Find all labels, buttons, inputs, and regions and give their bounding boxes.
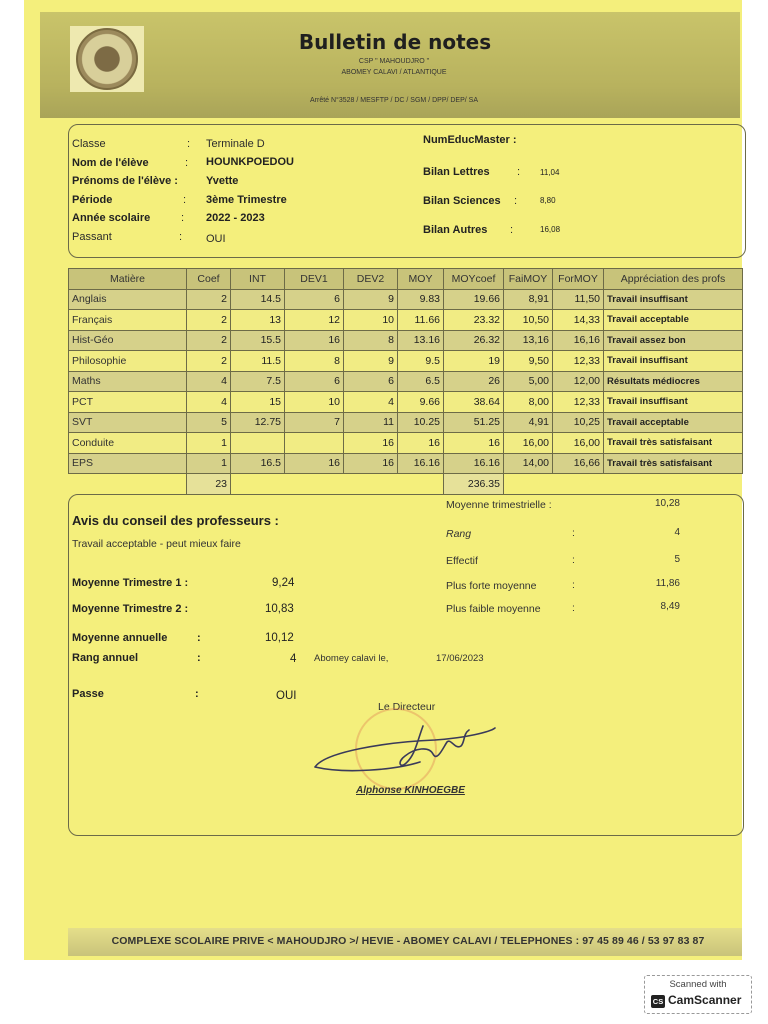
cell-dev2: 10 — [344, 310, 398, 331]
bilan-sciences-value: 8,80 — [540, 196, 556, 205]
cell-faimoy: 9,50 — [504, 351, 553, 372]
plus-faible-value: 8,49 — [660, 601, 680, 612]
empty-cell — [553, 474, 604, 495]
header-cell: DEV1 — [285, 269, 344, 290]
bilan-lettres-label: Bilan Lettres — [423, 166, 490, 178]
table-row — [69, 289, 743, 310]
cell-matiere: Maths — [69, 371, 187, 392]
cell-formoy: 16,00 — [553, 433, 604, 454]
avis-title: Avis du conseil des professeurs : — [72, 513, 279, 528]
cell-matiere: Anglais — [69, 289, 187, 310]
nom-value: HOUNKPOEDOU — [206, 156, 295, 168]
cell-coef: 4 — [187, 371, 231, 392]
passe-label: Passe — [72, 688, 104, 700]
colon: : — [514, 195, 518, 207]
moy-annuelle-label: Moyenne annuelle — [72, 632, 168, 644]
cell-dev2: 4 — [344, 392, 398, 413]
cell-moy: 9.5 — [398, 351, 444, 372]
camscanner-logo-icon: CS — [652, 997, 664, 1006]
bilan-sciences-label: Bilan Sciences — [423, 195, 501, 207]
annee-value: 2022 - 2023 — [206, 212, 265, 224]
cell-dev1: 6 — [285, 371, 344, 392]
colon: : — [572, 602, 575, 614]
colon: : — [572, 579, 575, 591]
cell-moy: 13.16 — [398, 330, 444, 351]
rang-label: Rang — [446, 528, 472, 540]
table-row — [69, 371, 743, 392]
cell-moycoef: 19 — [444, 351, 504, 372]
cell-moy: 6.5 — [398, 371, 444, 392]
grades-table — [68, 268, 743, 495]
cell-appreciation: Travail acceptable — [604, 412, 743, 433]
colon: : — [179, 231, 183, 243]
header-cell: INT — [231, 269, 285, 290]
cell-coef: 1 — [187, 453, 231, 474]
prenoms-value: Yvette — [206, 175, 239, 187]
cell-int: 16.5 — [231, 453, 285, 474]
bilan-autres-label: Bilan Autres — [423, 224, 488, 236]
cell-faimoy: 4,91 — [504, 412, 553, 433]
document-title: Bulletin de notes — [298, 30, 492, 54]
cell-int: 13 — [231, 310, 285, 331]
cell-dev2: 8 — [344, 330, 398, 351]
cell-moy: 11.66 — [398, 310, 444, 331]
plus-faible-label: Plus faible moyenne — [446, 603, 541, 615]
cell-appreciation: Résultats médiocres — [604, 371, 743, 392]
effectif-value: 5 — [674, 554, 680, 565]
table-row — [69, 412, 743, 433]
cell-int: 14.5 — [231, 289, 285, 310]
scanned-with-text: Scanned with — [669, 979, 727, 990]
cell-appreciation: Travail très satisfaisant — [604, 433, 743, 454]
colon: : — [197, 632, 201, 644]
cell-formoy: 16,66 — [553, 453, 604, 474]
colon: : — [185, 157, 189, 169]
grades-header-row — [69, 269, 743, 290]
moy-trim-label: Moyenne trimestrielle : — [446, 499, 552, 511]
cell-int: 7.5 — [231, 371, 285, 392]
cell-moycoef: 26 — [444, 371, 504, 392]
cell-matiere: SVT — [69, 412, 187, 433]
moy-trim-value: 10,28 — [654, 498, 680, 509]
header-cell: Coef — [187, 269, 231, 290]
cell-moy: 9.66 — [398, 392, 444, 413]
totals-row — [69, 474, 743, 495]
cell-matiere: Hist-Géo — [69, 330, 187, 351]
cell-dev2: 16 — [344, 433, 398, 454]
cell-moycoef: 23.32 — [444, 310, 504, 331]
cell-coef: 4 — [187, 392, 231, 413]
passant-value: OUI — [206, 233, 226, 245]
cell-dev1: 12 — [285, 310, 344, 331]
cell-dev1: 6 — [285, 289, 344, 310]
header-cell: Appréciation des profs — [604, 269, 743, 290]
student-info-box — [68, 124, 746, 258]
cell-appreciation: Travail acceptable — [604, 310, 743, 331]
cell-dev2: 9 — [344, 351, 398, 372]
passant-label: Passant — [72, 231, 112, 243]
cell-coef: 2 — [187, 330, 231, 351]
cell-appreciation: Travail insuffisant — [604, 289, 743, 310]
cell-moy: 16 — [398, 433, 444, 454]
cell-dev2: 16 — [344, 453, 398, 474]
cell-moycoef: 38.64 — [444, 392, 504, 413]
cell-moycoef: 19.66 — [444, 289, 504, 310]
classe-label: Classe — [72, 138, 106, 150]
place-date-label: Abomey calavi le, — [314, 653, 389, 664]
prenoms-label: Prénoms de l'élève : — [72, 175, 178, 187]
colon: : — [181, 212, 185, 224]
cell-dev2: 9 — [344, 289, 398, 310]
table-row — [69, 310, 743, 331]
table-row — [69, 392, 743, 413]
rang-annuel-value: 4 — [290, 653, 297, 665]
cell-faimoy: 8,91 — [504, 289, 553, 310]
cell-faimoy: 16,00 — [504, 433, 553, 454]
cell-int: 15.5 — [231, 330, 285, 351]
arrete-reference: Arrêté N°3528 / MESFTP / DC / SGM / DPP/ DEP/ SA — [310, 97, 478, 104]
cell-moycoef: 51.25 — [444, 412, 504, 433]
cell-formoy: 11,50 — [553, 289, 604, 310]
cell-dev1: 10 — [285, 392, 344, 413]
cell-dev1: 16 — [285, 453, 344, 474]
empty-cell — [398, 474, 444, 495]
bilan-autres-value: 16,08 — [540, 225, 561, 234]
table-row — [69, 433, 743, 454]
header-cell: MOY — [398, 269, 444, 290]
cell-coef: 2 — [187, 351, 231, 372]
cell-dev1: 16 — [285, 330, 344, 351]
cell-appreciation: Travail insuffisant — [604, 392, 743, 413]
periode-value: 3ème Trimestre — [206, 194, 287, 206]
cell-coef: 2 — [187, 310, 231, 331]
header-cell: Matière — [69, 269, 187, 290]
cell-int: 12.75 — [231, 412, 285, 433]
header-cell: FaiMOY — [504, 269, 553, 290]
cell-dev1: 8 — [285, 351, 344, 372]
cell-moy: 10.25 — [398, 412, 444, 433]
cell-matiere: EPS — [69, 453, 187, 474]
footer-text: COMPLEXE SCOLAIRE PRIVE < MAHOUDJRO >/ HEVIE - ABOMEY CALAVI / TELEPHONES : 97 45 89 46 / 53 97 83 87 — [111, 935, 705, 947]
classe-value: Terminale D — [206, 138, 265, 150]
camscanner-brand: CamScanner — [668, 993, 742, 1007]
cell-formoy: 14,33 — [553, 310, 604, 331]
total-coef: 23 — [187, 474, 231, 495]
cell-moycoef: 26.32 — [444, 330, 504, 351]
empty-cell — [344, 474, 398, 495]
avis-text: Travail acceptable - peut mieux faire — [72, 538, 241, 550]
cell-faimoy: 13,16 — [504, 330, 553, 351]
colon: : — [197, 652, 201, 664]
header-cell: ForMOY — [553, 269, 604, 290]
empty-cell — [504, 474, 553, 495]
cell-formoy: 12,33 — [553, 392, 604, 413]
cell-formoy: 10,25 — [553, 412, 604, 433]
cell-matiere: PCT — [69, 392, 187, 413]
numeducmaster-label: NumEducMaster : — [423, 134, 517, 146]
director-signature-icon — [305, 712, 505, 782]
header-cell: MOYcoef — [444, 269, 504, 290]
cell-faimoy: 5,00 — [504, 371, 553, 392]
cell-coef: 2 — [187, 289, 231, 310]
cell-dev2: 11 — [344, 412, 398, 433]
cell-matiere: Français — [69, 310, 187, 331]
cell-coef: 5 — [187, 412, 231, 433]
nom-label: Nom de l'élève — [72, 157, 149, 169]
cell-moycoef: 16.16 — [444, 453, 504, 474]
director-title: Le Directeur — [378, 701, 436, 713]
cell-int — [231, 433, 285, 454]
cell-formoy: 16,16 — [553, 330, 604, 351]
rang-value: 4 — [674, 527, 680, 538]
cell-faimoy: 10,50 — [504, 310, 553, 331]
effectif-label: Effectif — [446, 555, 478, 567]
header-cell: DEV2 — [344, 269, 398, 290]
moy-t1-label: Moyenne Trimestre 1 : — [72, 577, 189, 589]
cell-int: 15 — [231, 392, 285, 413]
empty-cell — [69, 474, 187, 495]
cell-faimoy: 14,00 — [504, 453, 553, 474]
school-short-name: CSP " MAHOUDJRO " — [358, 58, 430, 65]
empty-cell — [231, 474, 285, 495]
colon: : — [183, 194, 187, 206]
table-row — [69, 351, 743, 372]
colon: : — [572, 527, 575, 539]
cell-formoy: 12,00 — [553, 371, 604, 392]
moy-annuelle-value: 10,12 — [265, 632, 294, 644]
colon: : — [510, 224, 514, 236]
colon: : — [517, 166, 521, 178]
cell-moy: 9.83 — [398, 289, 444, 310]
cell-dev1: 7 — [285, 412, 344, 433]
empty-cell — [604, 474, 743, 495]
camscanner-badge — [644, 975, 752, 1014]
plus-forte-value: 11,86 — [655, 578, 680, 589]
table-row — [69, 330, 743, 351]
rang-annuel-label: Rang annuel — [72, 652, 139, 664]
cell-appreciation: Travail très satisfaisant — [604, 453, 743, 474]
cell-int: 11.5 — [231, 351, 285, 372]
cell-moycoef: 16 — [444, 433, 504, 454]
cell-dev2: 6 — [344, 371, 398, 392]
table-row — [69, 453, 743, 474]
bilan-lettres-value: 11,04 — [540, 168, 560, 177]
empty-cell — [285, 474, 344, 495]
date-value: 17/06/2023 — [436, 653, 484, 664]
cell-coef: 1 — [187, 433, 231, 454]
moy-t2-value: 10,83 — [265, 603, 294, 615]
cell-faimoy: 8,00 — [504, 392, 553, 413]
director-name: Alphonse KINHOEGBE — [356, 785, 465, 796]
school-location: ABOMEY CALAVI / ATLANTIQUE — [341, 69, 447, 76]
cell-appreciation: Travail assez bon — [604, 330, 743, 351]
periode-label: Période — [72, 194, 113, 206]
colon: : — [195, 688, 199, 700]
annee-label: Année scolaire — [72, 212, 151, 224]
moy-t1-value: 9,24 — [272, 577, 295, 589]
cell-dev1 — [285, 433, 344, 454]
cell-moy: 16.16 — [398, 453, 444, 474]
cell-matiere: Philosophie — [69, 351, 187, 372]
colon: : — [187, 138, 191, 150]
cell-appreciation: Travail insuffisant — [604, 351, 743, 372]
cell-matiere: Conduite — [69, 433, 187, 454]
colon: : — [572, 554, 575, 566]
cell-formoy: 12,33 — [553, 351, 604, 372]
total-moycoef: 236.35 — [444, 474, 504, 495]
moy-t2-label: Moyenne Trimestre 2 : — [72, 603, 189, 615]
passe-value: OUI — [276, 690, 297, 702]
plus-forte-label: Plus forte moyenne — [446, 580, 537, 592]
